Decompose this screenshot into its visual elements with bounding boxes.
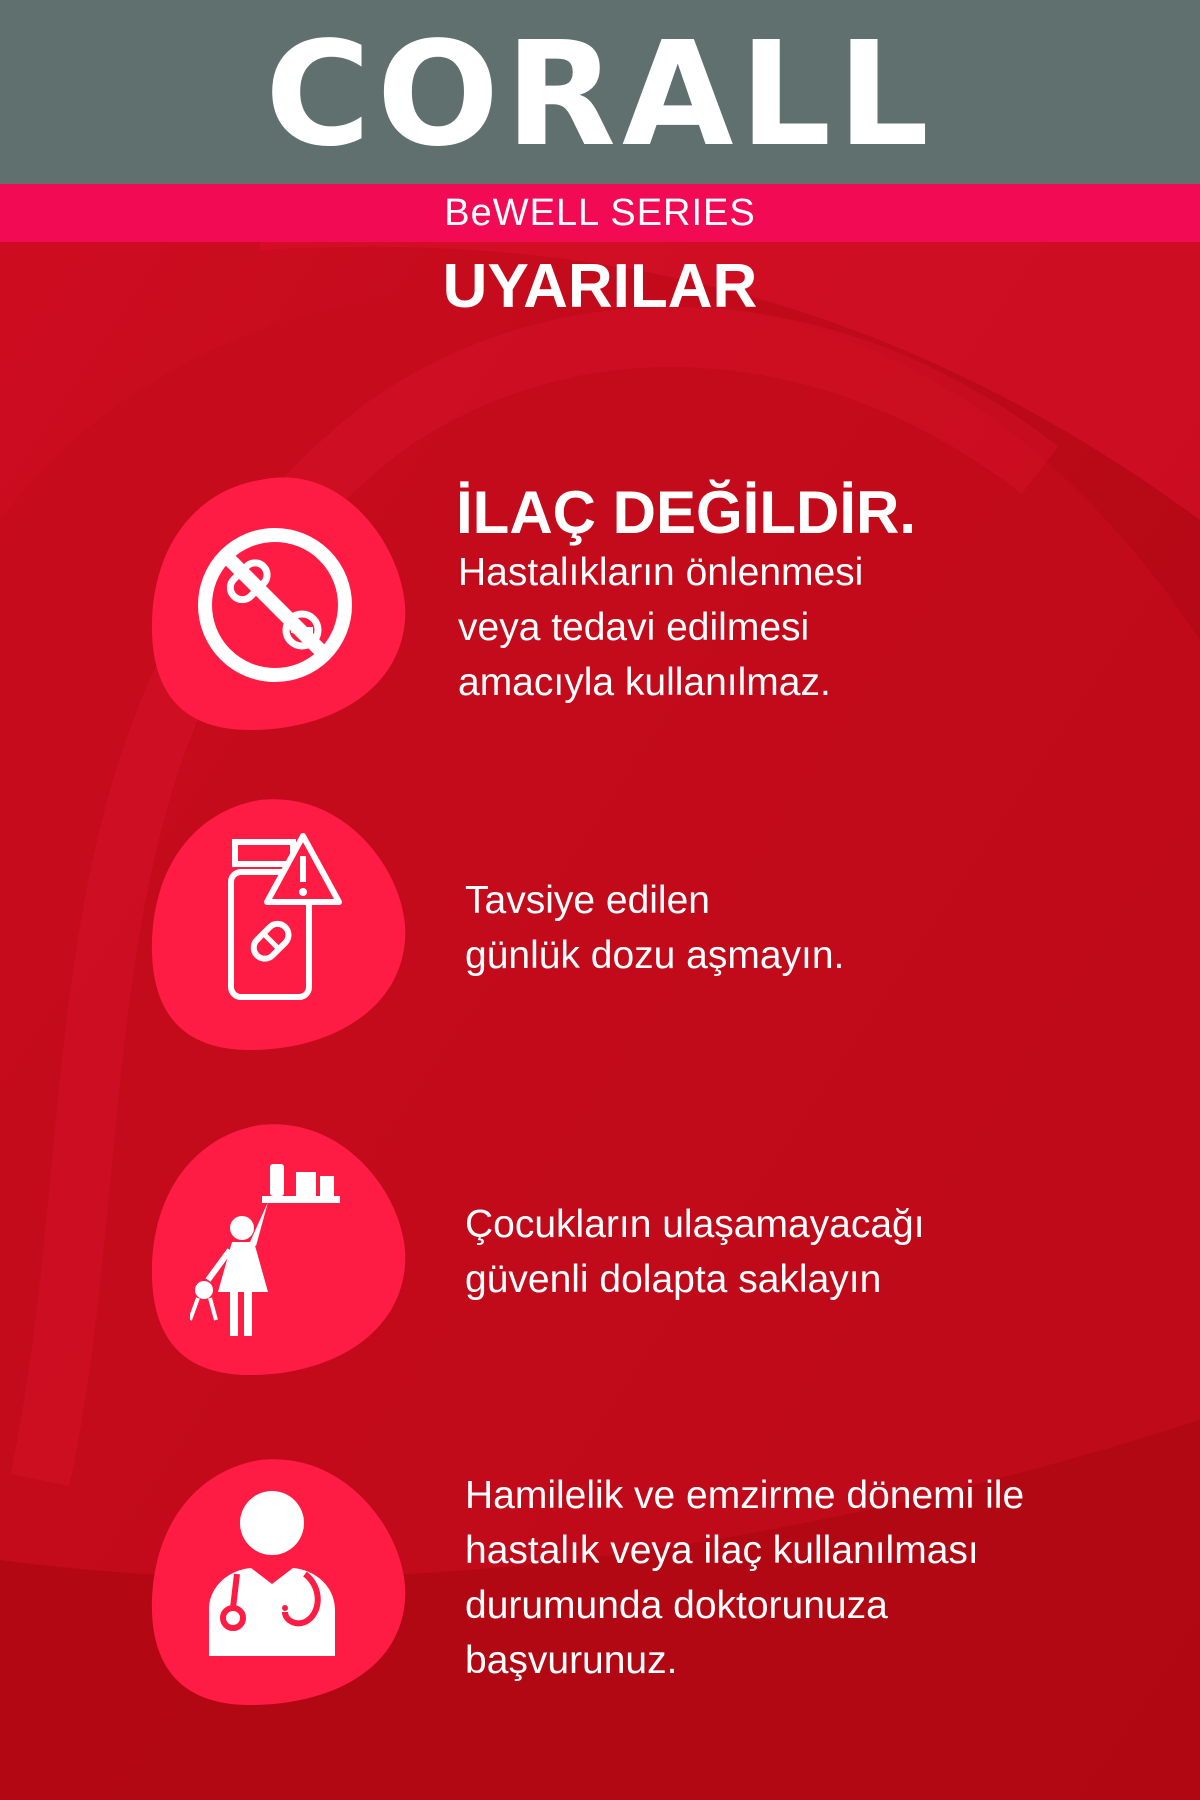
warning-title: İLAÇ DEĞİLDİR. xyxy=(456,479,916,546)
warning-text: Hastalıkların önlenmesi veya tedavi edilmesi amacıyla kullanılmaz. xyxy=(458,551,864,704)
doctor-icon xyxy=(205,1488,340,1658)
warning-text: Çocukların ulaşamayacağı güvenli dolapta saklayın xyxy=(465,1203,925,1301)
warning-text: Tavsiye edilen günlük dozu aşmayın. xyxy=(465,879,845,977)
warning-text: Hamilelik ve emzirme dönemi ile hastalık veya ilaç kullanılması durumunda doktorunuza başvurunuz. xyxy=(465,1474,1025,1682)
brand-logo: CORALL xyxy=(265,10,935,178)
section-title: UYARILAR xyxy=(442,252,758,321)
series-label: BeWELL SERIES xyxy=(444,192,756,234)
